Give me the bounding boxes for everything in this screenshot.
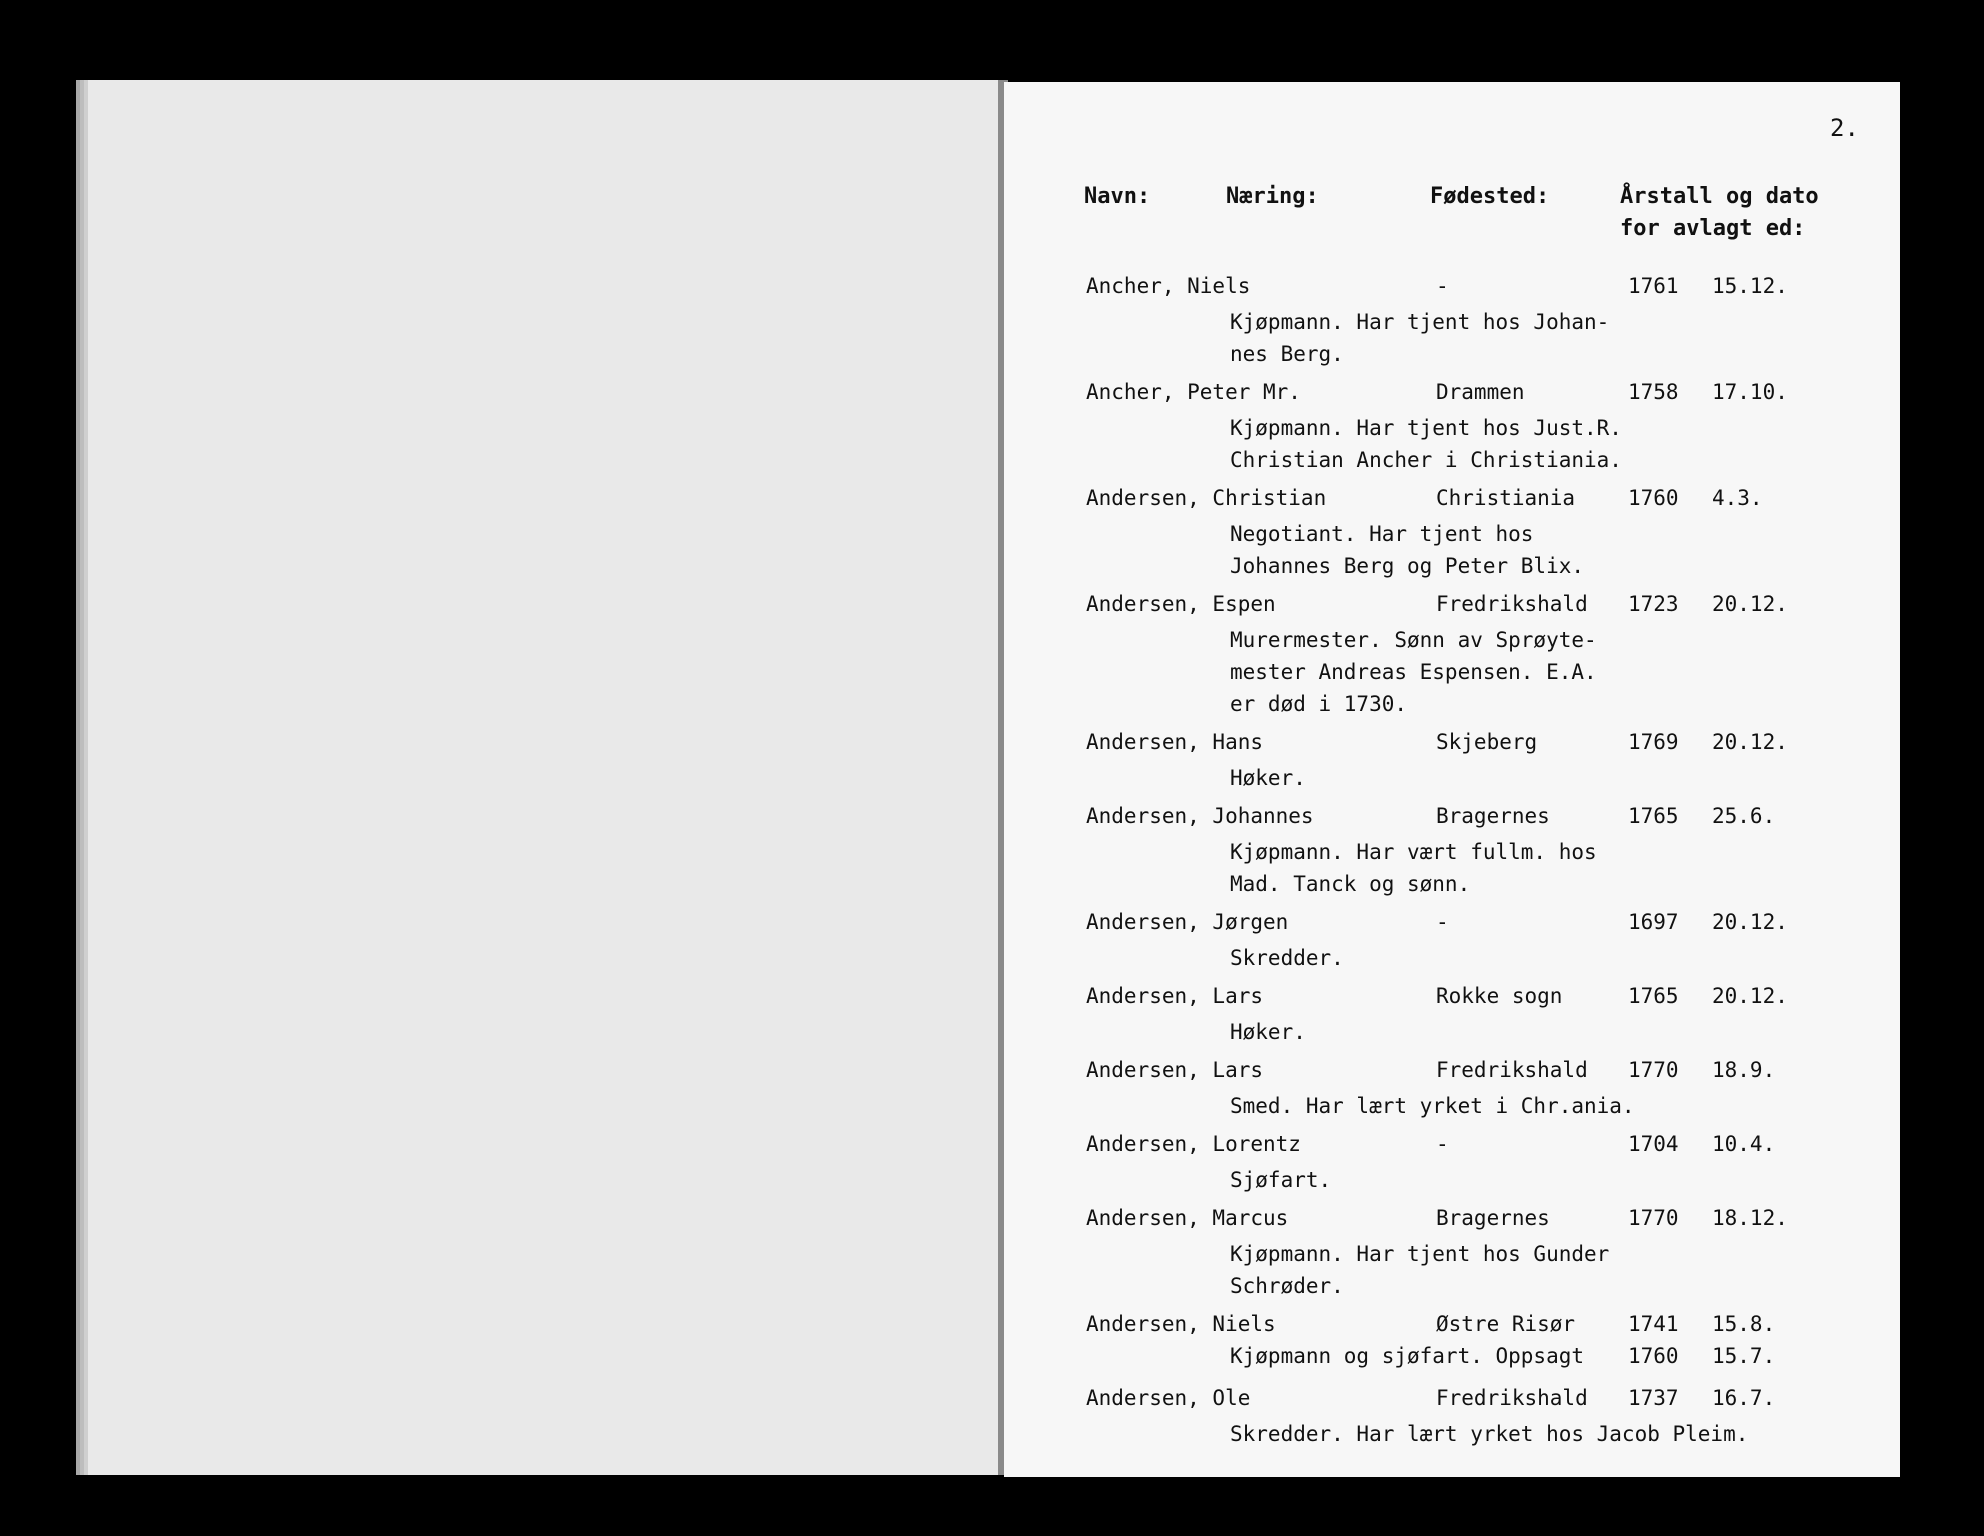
header-name: Navn: [1084, 184, 1151, 209]
entry-name: Andersen, Jørgen [1086, 910, 1289, 934]
list-item [1060, 730, 1880, 794]
entry-second-row [1060, 1344, 1880, 1376]
entry-date: 15.12. [1712, 274, 1788, 298]
list-item [1060, 1058, 1880, 1122]
entry-year: 1697 [1628, 910, 1679, 934]
register-text [1060, 120, 1880, 1446]
entry-main-row [1060, 380, 1880, 412]
entry-description: Kjøpmann. Har vært fullm. hos Mad. Tanck og sønn. [1230, 840, 1597, 896]
entry-main-row [1060, 910, 1880, 942]
list-item [1060, 592, 1880, 720]
entry-main-row [1060, 730, 1880, 762]
entry-main-row [1060, 804, 1880, 836]
entry-birthplace: Fredrikshald [1436, 592, 1588, 616]
entry-name: Andersen, Espen [1086, 592, 1276, 616]
entry-description: Kjøpmann. Har tjent hos Just.R. Christian Ancher i Christiania. [1230, 416, 1622, 472]
entry-year-2: 1760 [1628, 1344, 1679, 1368]
entry-main-row [1060, 274, 1880, 306]
entry-name: Andersen, Ole [1086, 1386, 1251, 1410]
entry-birthplace: Fredrikshald [1436, 1058, 1588, 1082]
entry-date: 15.8. [1712, 1312, 1776, 1336]
entry-birthplace: Skjeberg [1436, 730, 1538, 754]
header-trade: Næring: [1226, 184, 1319, 209]
page-number: 2. [1830, 114, 1859, 142]
entry-date: 25.6. [1712, 804, 1776, 828]
entry-year: 1765 [1628, 984, 1679, 1008]
entry-birthplace: - [1436, 274, 1449, 298]
header-birthplace: Fødested: [1430, 184, 1550, 209]
list-item [1060, 804, 1880, 900]
entry-birthplace: Christiania [1436, 486, 1576, 510]
entry-year: 1760 [1628, 486, 1679, 510]
entry-birthplace: Østre Risør [1436, 1312, 1576, 1336]
entry-description: Smed. Har lært yrket i Chr.ania. [1230, 1094, 1635, 1118]
entry-main-row [1060, 1132, 1880, 1164]
entry-birthplace: Bragernes [1436, 804, 1550, 828]
entry-main-row [1060, 1386, 1880, 1418]
entry-date: 20.12. [1712, 910, 1788, 934]
entry-year: 1704 [1628, 1132, 1679, 1156]
entry-name: Ancher, Niels [1086, 274, 1251, 298]
entry-birthplace: - [1436, 910, 1449, 934]
entry-date: 18.9. [1712, 1058, 1776, 1082]
entry-name: Andersen, Lars [1086, 984, 1264, 1008]
entry-year: 1770 [1628, 1058, 1679, 1082]
entry-date: 20.12. [1712, 984, 1788, 1008]
entry-description: Høker. [1230, 1020, 1306, 1044]
entry-date: 4.3. [1712, 486, 1763, 510]
entry-birthplace: Rokke sogn [1436, 984, 1563, 1008]
entry-list [1060, 274, 1880, 1460]
entry-main-row [1060, 486, 1880, 518]
entry-name: Andersen, Lars [1086, 1058, 1264, 1082]
entry-description: Negotiant. Har tjent hos Johannes Berg og Peter Blix. [1230, 522, 1585, 578]
entry-description: Kjøpmann. Har tjent hos Gunder Schrøder. [1230, 1242, 1610, 1298]
entry-description: Sjøfart. [1230, 1168, 1332, 1192]
entry-date: 17.10. [1712, 380, 1788, 404]
list-item [1060, 1206, 1880, 1302]
entry-name: Andersen, Marcus [1086, 1206, 1289, 1230]
header-date-line2: for avlagt ed: [1620, 216, 1806, 241]
entry-birthplace: - [1436, 1132, 1449, 1156]
list-item [1060, 1312, 1880, 1376]
list-item [1060, 274, 1880, 370]
entry-year: 1737 [1628, 1386, 1679, 1410]
entry-description: Kjøpmann og sjøfart. Oppsagt [1230, 1344, 1585, 1368]
entry-year: 1769 [1628, 730, 1679, 754]
entry-description: Kjøpmann. Har tjent hos Johan- nes Berg. [1230, 310, 1610, 366]
entry-name: Andersen, Hans [1086, 730, 1264, 754]
entry-name: Andersen, Christian [1086, 486, 1327, 510]
entry-birthplace: Bragernes [1436, 1206, 1550, 1230]
entry-birthplace: Drammen [1436, 380, 1525, 404]
entry-description: Høker. [1230, 766, 1306, 790]
entry-year: 1741 [1628, 1312, 1679, 1336]
entry-year: 1765 [1628, 804, 1679, 828]
entry-date: 20.12. [1712, 730, 1788, 754]
entry-main-row [1060, 1058, 1880, 1090]
entry-name: Andersen, Niels [1086, 1312, 1276, 1336]
entry-description: Skredder. [1230, 946, 1344, 970]
entry-date: 18.12. [1712, 1206, 1788, 1230]
entry-year: 1723 [1628, 592, 1679, 616]
entry-birthplace: Fredrikshald [1436, 1386, 1588, 1410]
entry-year: 1770 [1628, 1206, 1679, 1230]
list-item [1060, 910, 1880, 974]
left-page [88, 80, 1004, 1475]
entry-name: Andersen, Lorentz [1086, 1132, 1301, 1156]
header-date-line1: Årstall og dato [1620, 184, 1819, 209]
entry-description: Murermester. Sønn av Sprøyte- mester Andreas Espensen. E.A. er død i 1730. [1230, 628, 1597, 716]
entry-year: 1761 [1628, 274, 1679, 298]
entry-date: 20.12. [1712, 592, 1788, 616]
entry-name: Andersen, Johannes [1086, 804, 1314, 828]
entry-main-row [1060, 592, 1880, 624]
list-item [1060, 984, 1880, 1048]
entry-year: 1758 [1628, 380, 1679, 404]
list-item [1060, 486, 1880, 582]
column-header [1060, 120, 1880, 241]
list-item [1060, 1386, 1880, 1450]
entry-main-row [1060, 1206, 1880, 1238]
entry-name: Ancher, Peter Mr. [1086, 380, 1301, 404]
entry-date: 10.4. [1712, 1132, 1776, 1156]
entry-description: Skredder. Har lært yrket hos Jacob Pleim. [1230, 1422, 1749, 1446]
entry-date-2: 15.7. [1712, 1344, 1776, 1368]
entry-date: 16.7. [1712, 1386, 1776, 1410]
list-item [1060, 380, 1880, 476]
entry-main-row [1060, 1312, 1880, 1344]
entry-main-row [1060, 984, 1880, 1016]
list-item [1060, 1132, 1880, 1196]
